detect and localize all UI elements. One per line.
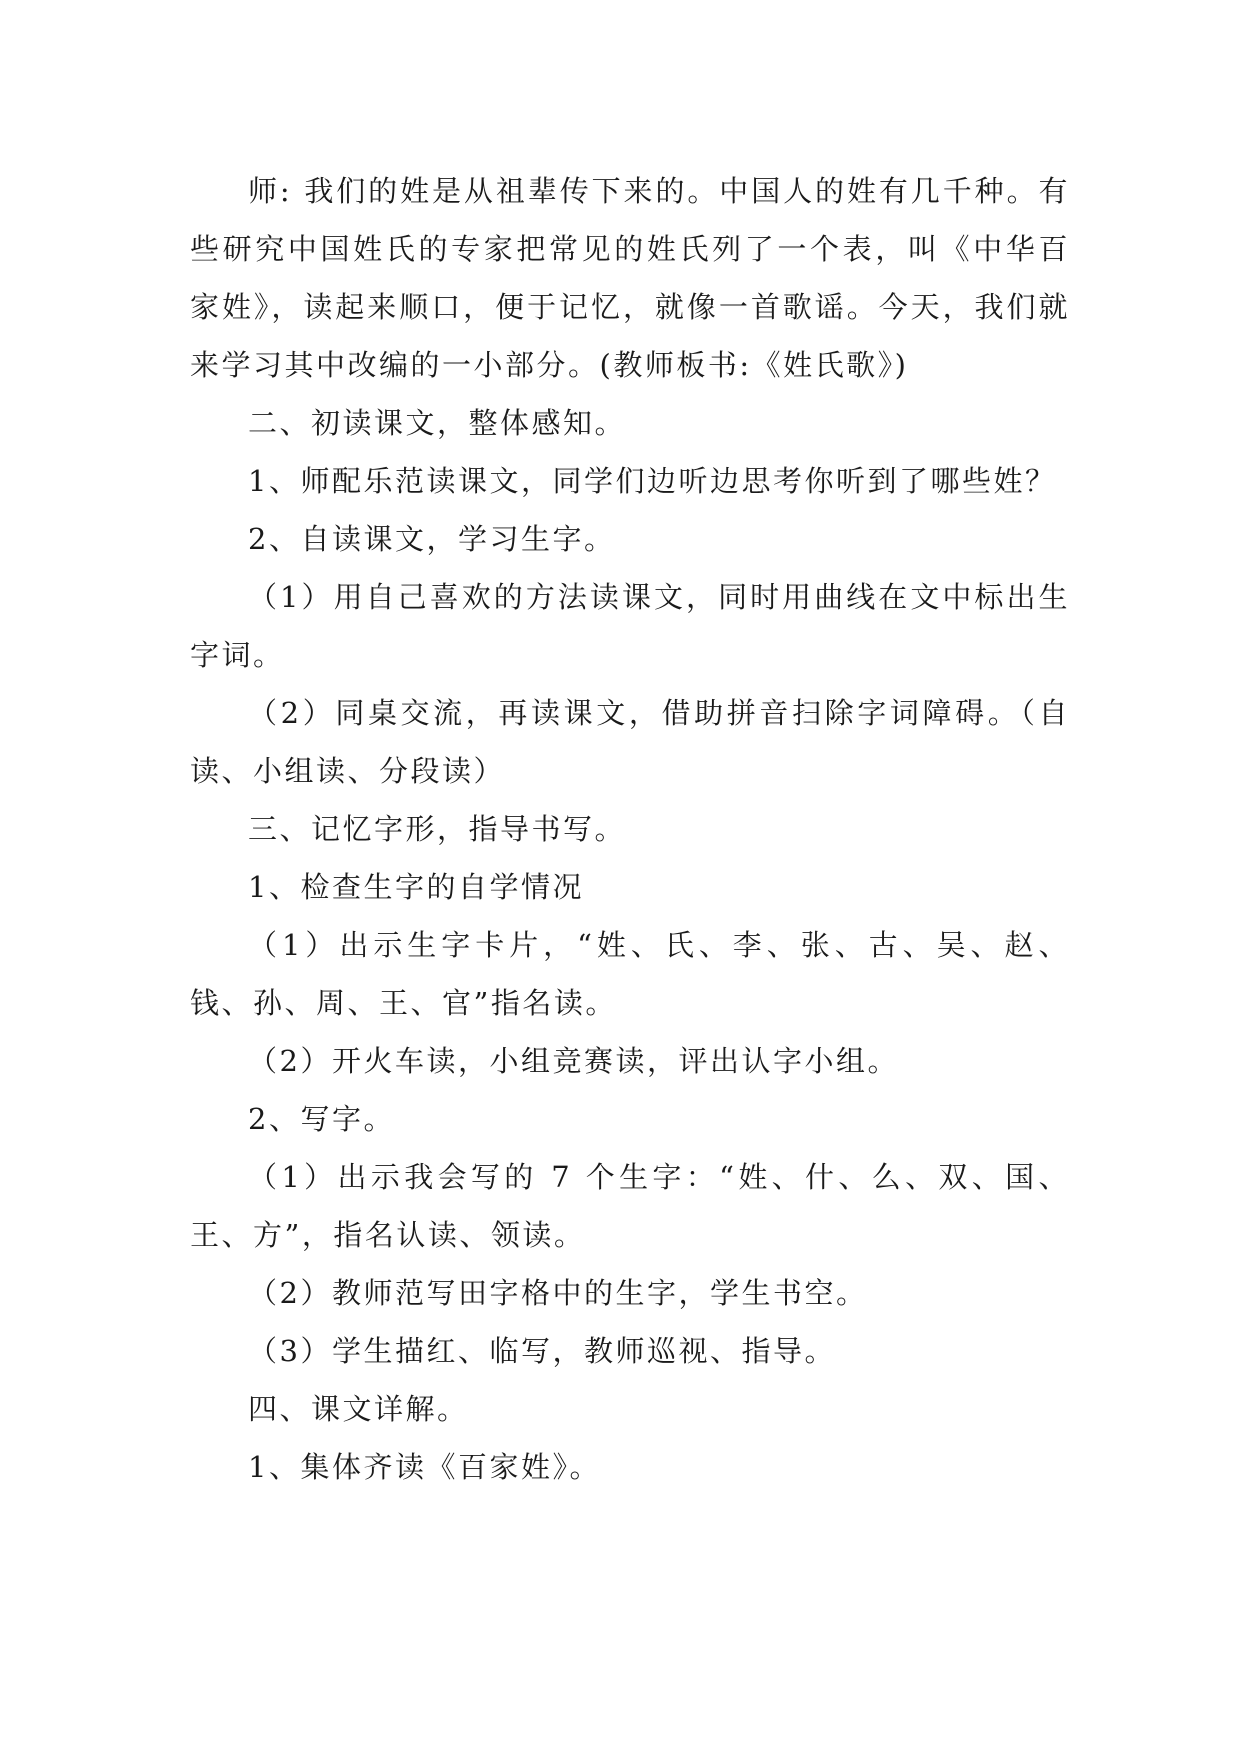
- paragraph-subitem: （2）同桌交流，再读课文，借助拼音扫除字词障碍。（自读、小组读、分段读）: [190, 696, 1070, 788]
- paragraph-item: 1、集体齐读《百家姓》。: [248, 1450, 601, 1484]
- paragraph-subitem: （1）用自己喜欢的方法读课文，同时用曲线在文中标出生字词。: [190, 580, 1070, 672]
- document-body: [190, 162, 1070, 1496]
- paragraph-subitem: （2）教师范写田字格中的生字，学生书空。: [248, 1276, 868, 1310]
- paragraph-intro: 师: 我们的姓是从祖辈传下来的。中国人的姓有几千种。有些研究中国姓氏的专家把常见的姓氏列了一个表，叫《中华百家姓》，读起来顺口，便于记忆，就像一首歌谣。今天，我们就来学习其中改编的一小部分。(教师板书:《姓氏歌》): [190, 174, 1070, 382]
- section-heading-4: 四、课文详解。: [248, 1392, 469, 1426]
- paragraph-item: 2、写字。: [248, 1102, 395, 1136]
- paragraph-item: 2、自读课文，学习生字。: [248, 522, 616, 556]
- paragraph-item: 1、师配乐范读课文，同学们边听边思考你听到了哪些姓？: [248, 464, 1057, 498]
- section-heading-3: 三、记忆字形，指导书写。: [248, 812, 627, 846]
- paragraph-subitem: （1）出示生字卡片，“姓、氏、李、张、古、吴、赵、钱、孙、周、王、官”指名读。: [190, 928, 1070, 1020]
- paragraph-subitem: （3）学生描红、临写，教师巡视、指导。: [248, 1334, 836, 1368]
- paragraph-subitem: （1）出示我会写的 7 个生字：“姓、什、么、双、国、王、方”，指名认读、领读。: [190, 1160, 1070, 1252]
- paragraph-item: 1、检查生字的自学情况: [248, 870, 584, 904]
- section-heading-2: 二、初读课文，整体感知。: [248, 406, 627, 440]
- paragraph-subitem: （2）开火车读，小组竞赛读，评出认字小组。: [248, 1044, 899, 1078]
